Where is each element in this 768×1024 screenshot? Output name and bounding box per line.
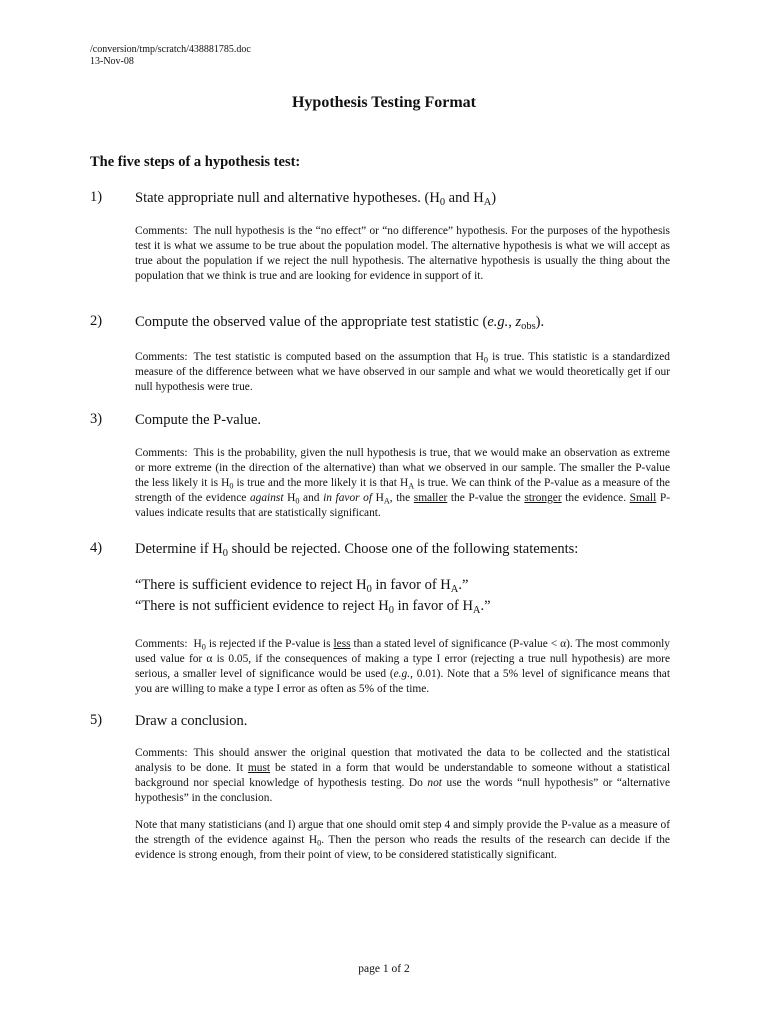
comment-text: $H_0$ is rejected if the P-value is less than a stated level of significance (P-value < α). The most commonly used value for α is 0.05, if the consequences of making a type I error (rejecting a true null hypothesis) are more serious, a smaller level of significance would be used (e.g., 0.01). Note that a 5% level of significance means that you are willing to make a type I error as often as 5% of the time. xyxy=(135,638,671,695)
file-header xyxy=(90,44,251,68)
step-number: 5) xyxy=(90,712,103,728)
comments-label: Comments: xyxy=(135,638,188,650)
step-number: 1) xyxy=(90,189,103,205)
step-comment xyxy=(135,746,670,806)
comment-text: This is the probability, given the null hypothesis is true, that we would make an observation as extreme or more extreme (in the direction of the alternative) than what we observed in our sample. The smaller the P-value the less likely it is $H_0$ is true and the more likely it is that $H_A$ is true. We can think of the P-value as a measure of the strength of the evidence against $H_0$ and in favor of $H_A$, the smaller the P-value the stronger the evidence. Small P-values indicate results that are statistically significant. xyxy=(135,447,670,519)
statement-reject: “There is sufficient evidence to reject $H_0$ in favor of $H_A$.” xyxy=(135,577,469,596)
section-heading: The five steps of a hypothesis test: xyxy=(90,154,301,170)
comment-text: The test statistic is computed based on the assumption that $H_0$ is true. This statistic is a standardized measure of the difference between what we have observed in our sample and what we would theoretically get if our null hypothesis were true. xyxy=(135,351,670,393)
step-heading: Compute the P-value. xyxy=(135,412,262,428)
file-path: /conversion/tmp/scratch/438881785.doc xyxy=(90,44,251,55)
step-comment xyxy=(135,637,670,697)
step-number: 2) xyxy=(90,313,103,329)
comments-label: Comments: xyxy=(135,747,188,759)
step-comment xyxy=(135,350,670,395)
step-comment xyxy=(135,224,670,284)
step-heading: Compute the observed value of the appropriate test statistic (e.g., $z_{obs}$). xyxy=(135,314,545,333)
page-number: page 1 of 2 xyxy=(358,963,410,975)
step-number: 3) xyxy=(90,411,103,427)
statement-not-reject: “There is not sufficient evidence to reject $H_0$ in favor of $H_A$.” xyxy=(135,598,491,617)
comments-label: Comments: xyxy=(135,225,188,237)
step-heading: Determine if $H_0$ should be rejected. Choose one of the following statements: xyxy=(135,541,579,560)
step-number: 4) xyxy=(90,540,103,556)
step-heading: Draw a conclusion. xyxy=(135,713,248,729)
page-title: Hypothesis Testing Format xyxy=(291,94,476,111)
comments-label: Comments: xyxy=(135,351,188,363)
closing-note: Note that many statisticians (and I) argue that one should omit step 4 and simply provide the P-value as a measure of the strength of the evidence against $H_0$. Then the person who reads the results of the research can decide if the evidence is strong enough, from their point of view, to be considered statistically significant. xyxy=(135,819,670,861)
comment-text: The null hypothesis is the “no effect” or “no difference” hypothesis. For the purposes of the hypothesis test it is what we assume to be true about the population model. The alternative hypothesis is what we will accept as true about the population if we reject the null hypothesis. The alternative hypothesis is usually the thing about the population that we think is true and are looking for evidence in support of it. xyxy=(135,225,670,282)
step-comment xyxy=(135,446,670,521)
comment-text: This should answer the original question that motivated the data to be collected and the statistical analysis to be done. It must be stated in a form that would be understandable to someone without a statistical background nor special knowledge of hypothesis testing. Do not use the words “null hypothesis” or “alternative hypothesis” in the conclusion. xyxy=(135,747,671,804)
comments-label: Comments: xyxy=(135,447,188,459)
step-heading: State appropriate null and alternative hypotheses. ($H_0$ and $H_A$) xyxy=(135,190,497,209)
file-date: 13-Nov-08 xyxy=(90,56,134,67)
